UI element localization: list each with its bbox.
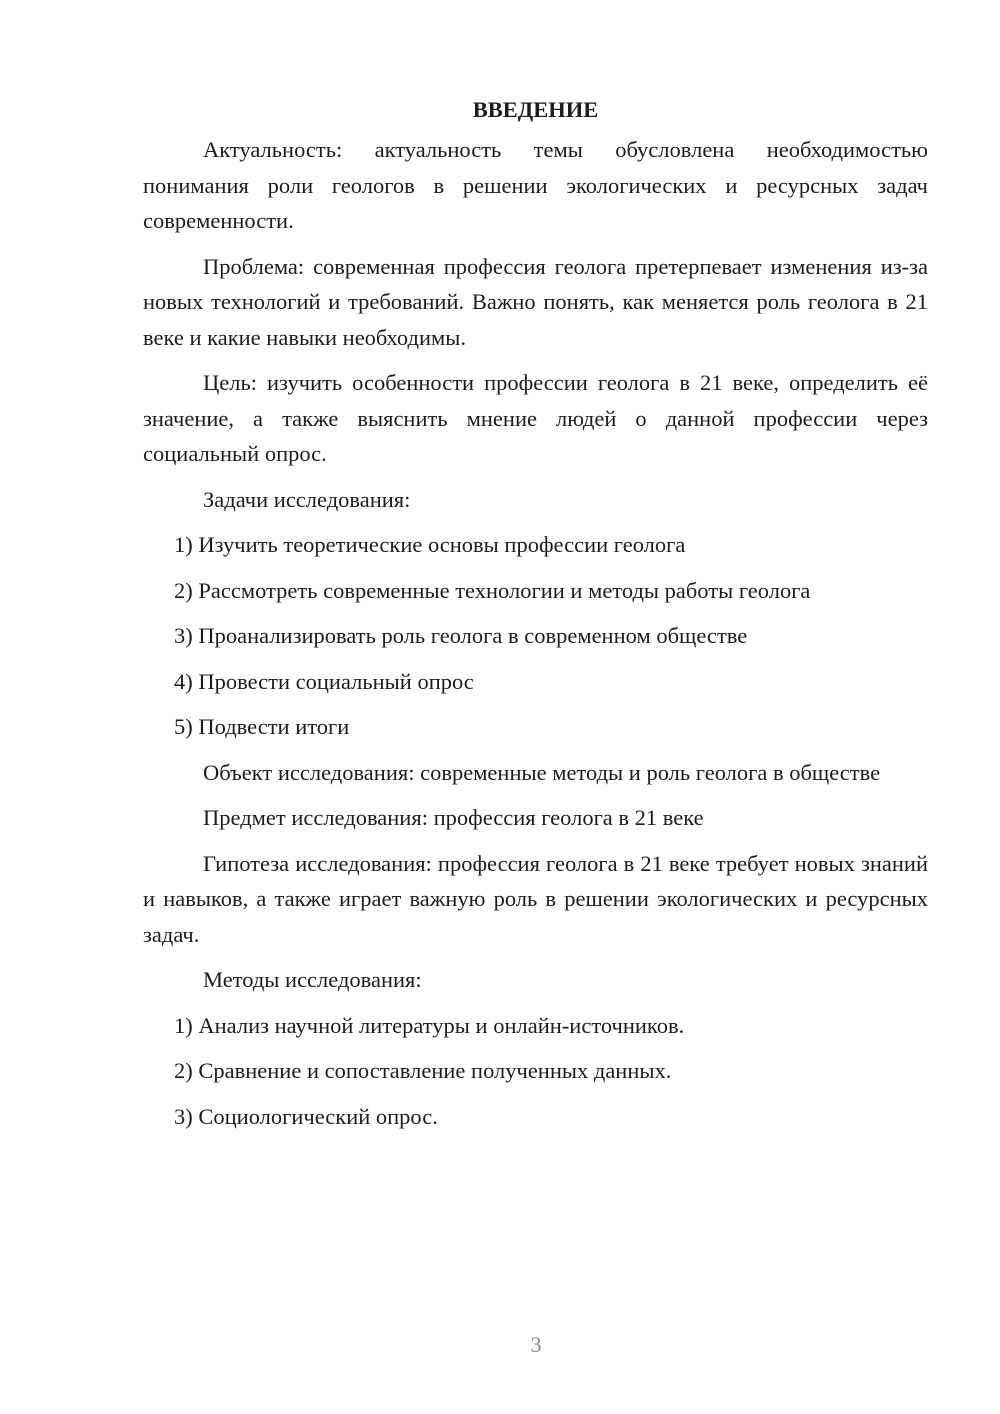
task-item: 5) Подвести итоги	[174, 714, 350, 739]
task-item: 3) Проанализировать роль геолога в современном обществе	[174, 623, 748, 648]
tasks-list	[143, 527, 928, 745]
methods-heading: Методы исследования:	[203, 967, 422, 992]
method-item: 3) Социологический опрос.	[174, 1103, 438, 1129]
task-item: 4) Провести социальный опрос	[174, 668, 474, 694]
document-page	[143, 92, 928, 1144]
method-item: 1) Анализ научной литературы и онлайн-источников.	[174, 1012, 685, 1038]
task-item: 2) Рассмотреть современные технологии и методы работы геолога	[174, 577, 811, 603]
tasks-heading: Задачи исследования:	[203, 486, 411, 512]
relevance-paragraph: Актуальность: актуальность темы обусловлена необходимостью понимания роли геологов в решении экологических и ресурсных задач современности.	[143, 137, 928, 233]
page-number: 3	[530, 1332, 542, 1357]
section-title: ВВЕДЕНИЕ	[472, 97, 599, 122]
task-item: 1) Изучить теоретические основы профессии геолога	[174, 532, 686, 557]
subject-paragraph: Предмет исследования: профессия геолога в 21 веке	[203, 805, 704, 830]
goal-paragraph: Цель: изучить особенности профессии геолога в 21 веке, определить её значение, а также выяснить мнение людей о данной профессии через социальный опрос.	[143, 370, 928, 466]
problem-paragraph: Проблема: современная профессия геолога претерпевает изменения из-за новых технологий и требований. Важно понять, как меняется роль геолога в 21 веке и какие навыки необходимы.	[143, 253, 928, 350]
object-paragraph: Объект исследования: современные методы и роль геолога в обществе	[203, 759, 881, 785]
hypothesis-paragraph: Гипотеза исследования: профессия геолога в 21 веке требует новых знаний и навыков, а также играет важную роль в решении экологических и ресурсных задач.	[143, 850, 928, 947]
method-item: 2) Сравнение и сопоставление полученных данных.	[174, 1058, 672, 1083]
methods-list	[143, 1008, 928, 1135]
